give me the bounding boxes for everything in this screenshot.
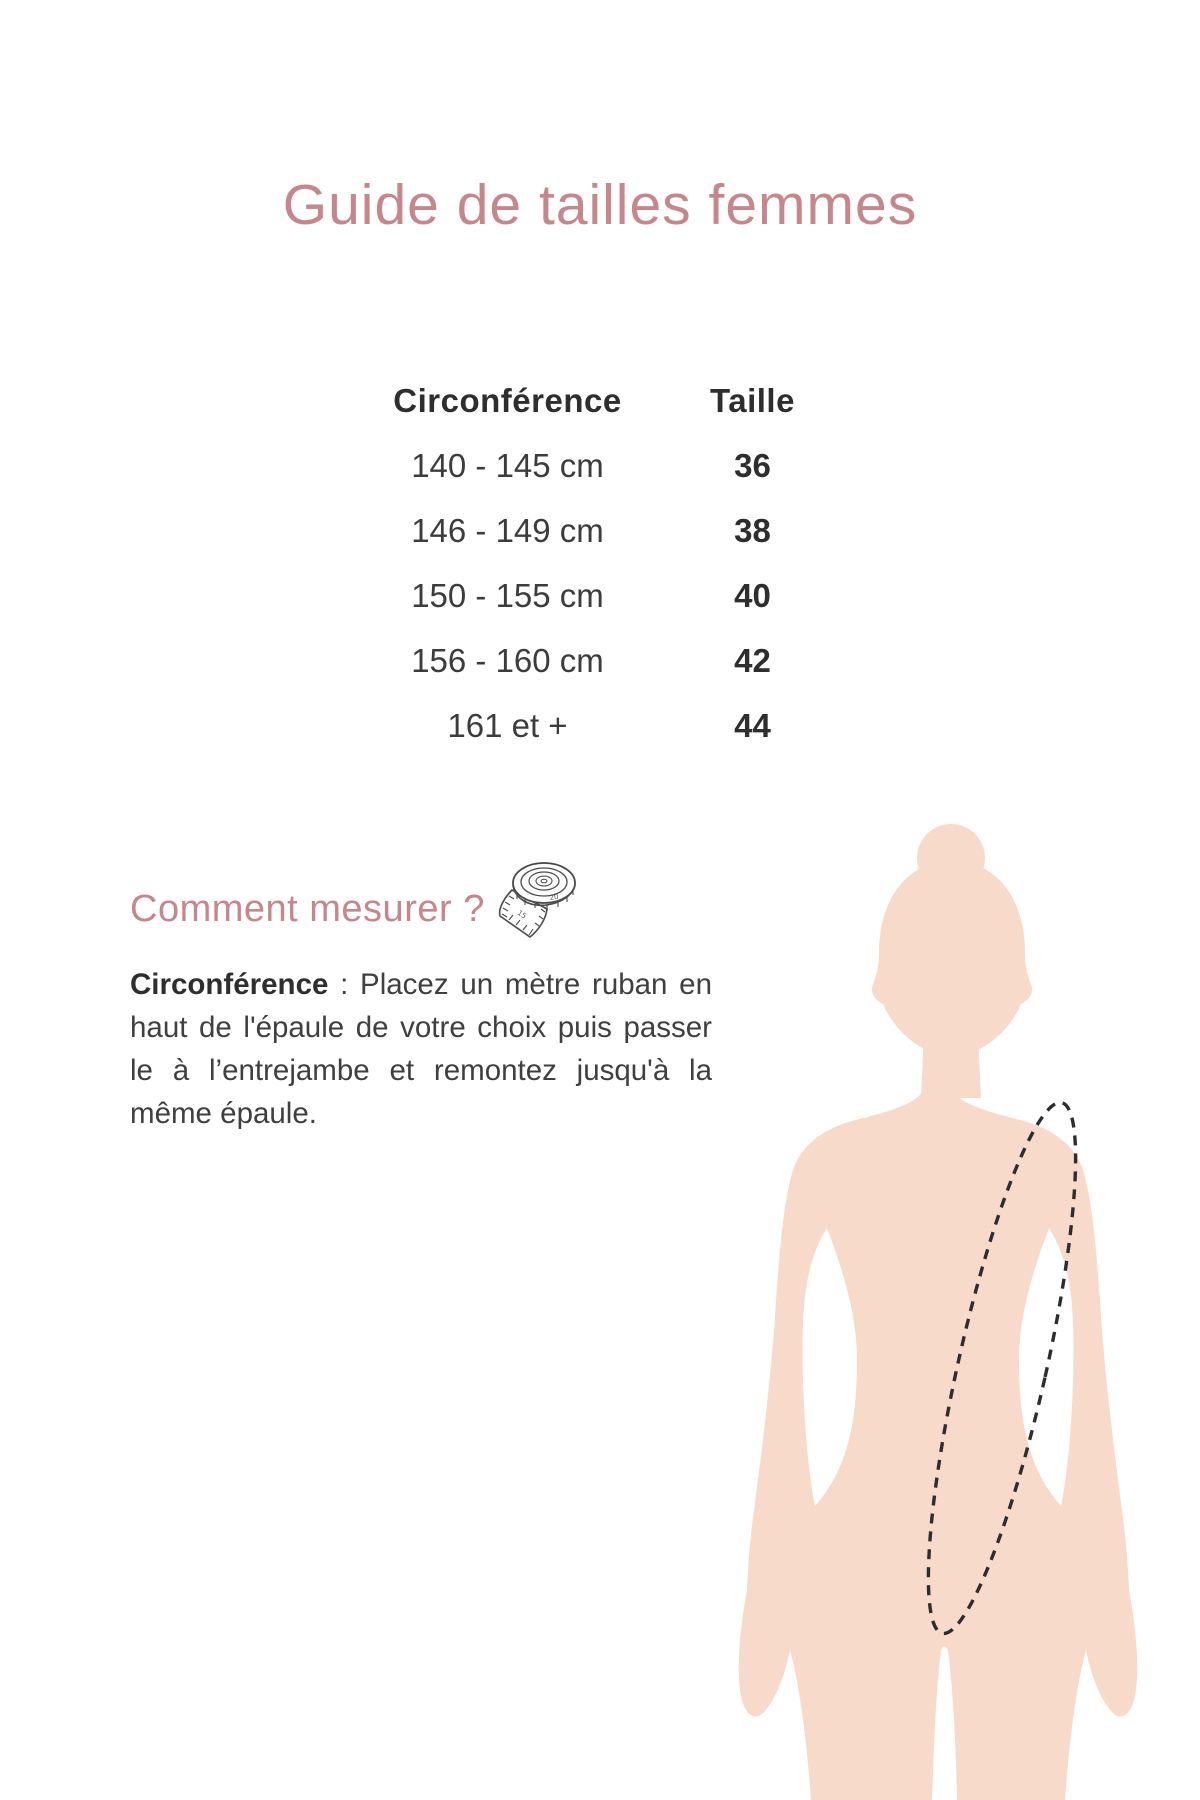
body-silhouette-illustration [640,720,1200,1800]
silhouette-body [739,1038,1138,1800]
table-row-size: 38 [734,511,771,549]
table-row-circumference: 150 - 155 cm [411,576,604,614]
silhouette-hair-bun [917,824,985,892]
table-row-circumference: 156 - 160 cm [411,641,604,679]
column-header-circumference: Circonférence [393,381,622,419]
svg-text:15: 15 [515,908,528,921]
how-to-measure-heading: Comment mesurer ? [130,888,485,930]
instruction-term: Circonférence [130,968,329,1001]
table-row-circumference: 146 - 149 cm [411,511,604,549]
table-row-size: 42 [734,641,771,679]
instruction-body: Placez un mètre ruban en haut de l'épaule de votre choix puis passer le à l’entrejambe et remontez jusqu'à la même épaule. [130,968,712,1130]
page-title: Guide de tailles femmes [282,173,918,237]
column-header-size: Taille [710,381,795,419]
instruction-separator: : [328,968,361,1001]
measuring-tape-icon [495,856,581,950]
table-row-size: 36 [734,446,771,484]
table-row-circumference: 140 - 145 cm [411,446,604,484]
table-row-size: 40 [734,576,771,614]
table-row-circumference: 161 et + [447,706,568,744]
table-row-size: 44 [734,706,771,744]
svg-text:20: 20 [549,892,560,902]
measuring-instructions [130,963,712,1135]
size-table [330,368,820,758]
